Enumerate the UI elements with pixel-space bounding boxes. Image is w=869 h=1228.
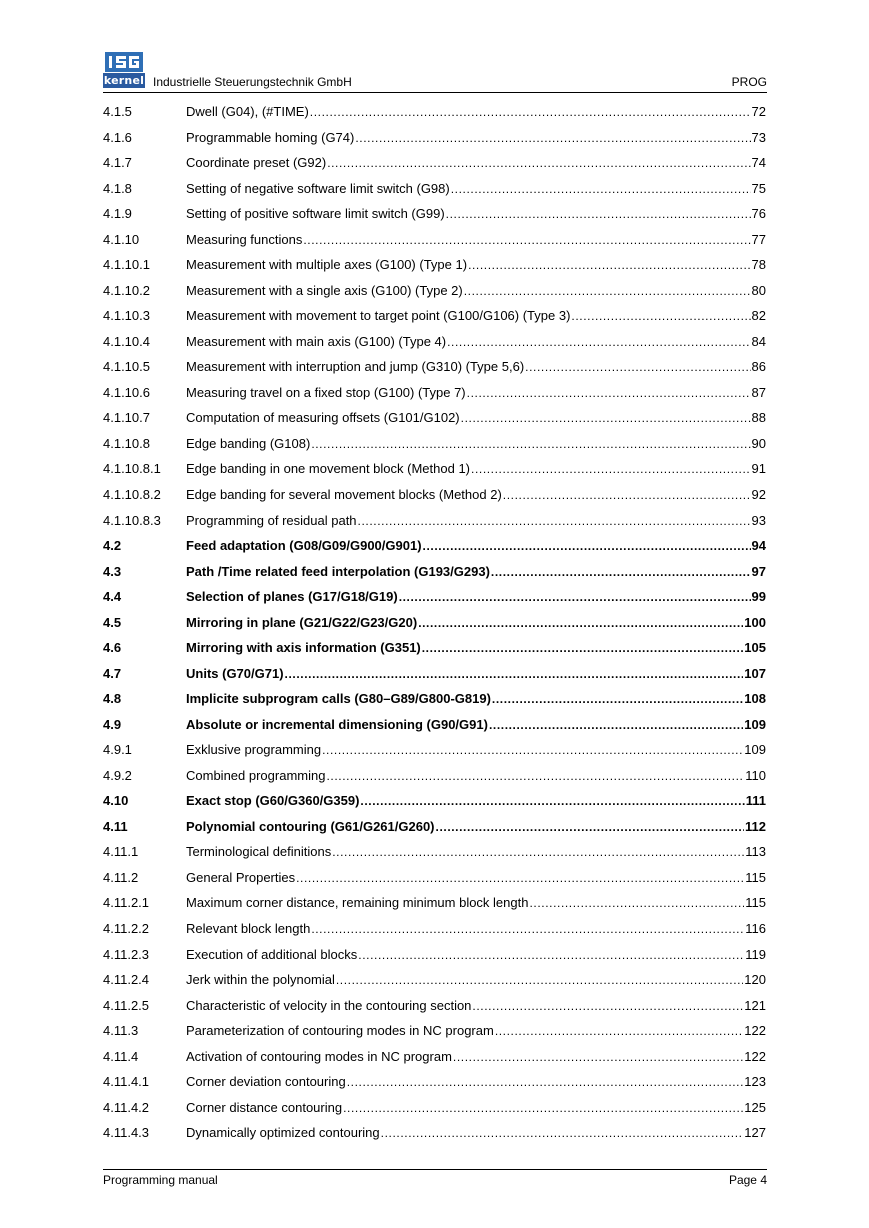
toc-dot-leader [418,616,743,630]
toc-entry-line [186,206,766,221]
toc-page-number: 80 [751,282,766,298]
toc-page-number: 88 [751,410,766,426]
toc-entry[interactable] [103,736,766,762]
toc-section-title: Dwell (G04), (#TIME) [186,104,309,119]
toc-dot-leader [311,437,750,451]
toc-page-number: 113 [745,844,766,860]
toc-section-title: Setting of negative software limit switch (G98) [186,180,450,196]
toc-section-title: Exact stop (G60/G360/G359) [186,793,360,809]
toc-section-number: 4.11.2.1 [103,895,150,911]
toc-section-number: 4.11.4.1 [103,1074,150,1090]
toc-dot-leader [332,845,744,859]
toc-dot-leader [310,105,751,119]
toc-page-number: 127 [744,1125,766,1141]
toc-section-number: 4.11.4.2 [103,1099,150,1115]
toc-section-number: 4.1.7 [103,155,132,171]
toc-dot-leader [489,718,743,732]
toc-dot-leader [322,743,743,757]
toc-entry[interactable] [103,787,766,813]
toc-dot-leader [491,565,751,579]
toc-entry-line [186,155,766,170]
toc-section-title: Characteristic of velocity in the contouring section [186,997,472,1013]
toc-section-title: Measurement with interruption and jump (G310) (Type 5,6) [186,359,525,375]
toc-section-title: General Properties [186,869,296,885]
toc-entry[interactable] [103,200,766,226]
toc-dot-leader [358,514,751,528]
toc-page-number: 107 [744,665,766,681]
toc-page-number: 87 [751,384,766,400]
toc-entry-line [186,819,766,834]
toc-section-title: Combined programming [186,767,326,783]
toc-dot-leader [472,999,743,1013]
toc-section-number: 4.1.10.5 [103,359,150,375]
isg-logo [103,52,145,88]
toc-section-title: Coordinate preset (G92) [186,155,327,171]
toc-section-number: 4.1.10.7 [103,410,150,426]
toc-dot-leader [492,692,743,706]
toc-section-number: 4.6 [103,640,122,656]
toc-entry[interactable] [103,711,766,737]
toc-section-number: 4.4 [103,589,122,605]
toc-entry-line [186,768,766,783]
toc-section-title: Selection of planes (G17/G18/G19) [186,589,398,605]
toc-dot-leader [326,769,744,783]
toc-entry[interactable] [103,353,766,379]
toc-section-number: 4.5 [103,614,122,630]
toc-page-number: 116 [745,921,766,936]
toc-section-number: 4.9 [103,716,122,732]
toc-entry-line [186,487,766,502]
toc-entry[interactable] [103,379,766,405]
toc-dot-leader [358,948,744,962]
toc-entry-line [186,589,766,604]
toc-dot-leader [422,641,744,655]
toc-entry[interactable] [103,1068,766,1094]
toc-entry[interactable] [103,149,766,175]
toc-entry[interactable] [103,481,766,507]
toc-section-number: 4.1.10.8.3 [103,512,161,528]
toc-entry-line [186,104,766,119]
toc-dot-leader [464,284,751,298]
toc-dot-leader [360,794,744,808]
page-footer [103,1169,767,1190]
toc-entry[interactable] [103,277,766,303]
toc-page-number: 121 [744,997,766,1013]
toc-entry-line [186,410,766,425]
toc-entry-line [186,436,766,451]
toc-entry[interactable] [103,762,766,788]
toc-entry[interactable] [103,251,766,277]
toc-dot-leader [303,233,750,247]
toc-entry-line [186,742,766,757]
toc-dot-leader [347,1075,744,1089]
page-header [103,50,767,93]
toc-entry-line [186,1074,766,1089]
toc-entry-line [186,232,766,247]
toc-section-number: 4.11.3 [103,1023,139,1039]
toc-entry[interactable] [103,838,766,864]
toc-section-title: Path /Time related feed interpolation (G193/G293) [186,563,490,579]
toc-entry-line [186,921,766,936]
toc-section-number: 4.1.10.1 [103,257,150,273]
toc-page-number: 99 [751,589,766,605]
toc-page-number: 78 [751,257,766,273]
toc-dot-leader [446,207,751,221]
toc-entry-line [186,181,766,196]
toc-entry[interactable] [103,813,766,839]
toc-section-title: Measurement with a single axis (G100) (Type 2) [186,282,463,298]
toc-section-title: Jerk within the polynomial [186,972,335,988]
toc-section-title: Edge banding (G108) [186,435,311,451]
toc-dot-leader [529,896,744,910]
toc-section-title: Measurement with multiple axes (G100) (Type 1) [186,257,468,273]
toc-entry-line [186,130,766,145]
toc-section-title: Mirroring in plane (G21/G22/G23/G20) [186,614,418,630]
toc-entry-line [186,666,766,681]
toc-section-number: 4.1.8 [103,180,132,196]
toc-section-title: Execution of additional blocks [186,946,358,962]
toc-entry-line [186,308,766,323]
toc-entry-line [186,1049,766,1064]
toc-page-number: 90 [751,435,766,451]
toc-section-title: Exklusive programming [186,742,322,758]
toc-section-number: 4.11.4 [103,1048,139,1064]
toc-section-title: Terminological definitions [186,844,332,860]
toc-page-number: 108 [744,691,766,707]
toc-section-number: 4.11.4.3 [103,1125,150,1141]
toc-entry-line [186,283,766,298]
toc-entry[interactable] [103,455,766,481]
toc-entry-line [186,972,766,987]
toc-section-title: Edge banding for several movement blocks (Method 2) [186,486,502,502]
toc-section-number: 4.10 [103,793,129,809]
toc-dot-leader [436,820,745,834]
toc-entry[interactable] [103,1017,766,1043]
toc-entry-line [186,844,766,859]
toc-entry[interactable] [103,889,766,915]
toc-entry-line [186,895,766,910]
toc-page-number: 93 [751,512,766,528]
toc-entry-line [186,870,766,885]
toc-page-number: 122 [744,1048,766,1064]
toc-section-number: 4.9.2 [103,767,132,783]
toc-dot-leader [503,488,751,502]
toc-dot-leader [461,411,751,425]
toc-entry[interactable] [103,1043,766,1069]
toc-entry[interactable] [103,685,766,711]
toc-section-number: 4.11.2 [103,869,139,885]
toc-section-number: 4.11.1 [103,844,139,860]
toc-section-title: Relevant block length [186,921,311,936]
manual-title: Programming manual [103,1173,218,1187]
toc-page-number: 74 [751,155,766,171]
toc-dot-leader [525,360,750,374]
logo-isg-glyph-icon [105,55,143,69]
toc-section-number: 4.1.6 [103,129,132,145]
toc-section-number: 4.9.1 [103,742,132,758]
toc-entry-line [186,1100,766,1115]
toc-entry-line [186,717,766,732]
toc-section-number: 4.11.2.3 [103,946,150,962]
toc-entry[interactable] [103,1094,766,1120]
toc-section-number: 4.7 [103,665,122,681]
toc-entry-line [186,691,766,706]
toc-page-number: 105 [744,640,766,656]
toc-entry[interactable] [103,124,766,150]
table-of-contents [103,98,766,1145]
toc-page-number: 77 [751,231,766,247]
toc-section-title: Feed adaptation (G08/G09/G900/G901) [186,538,422,554]
toc-entry[interactable] [103,992,766,1018]
toc-section-title: Absolute or incremental dimensioning (G90/G91) [186,716,488,732]
toc-section-title: Edge banding in one movement block (Method 1) [186,461,471,477]
toc-section-title: Polynomial contouring (G61/G261/G260) [186,818,435,834]
toc-entry-line [186,640,766,655]
toc-section-number: 4.2 [103,538,122,554]
toc-entry-line [186,947,766,962]
toc-page-number: 122 [744,1023,766,1039]
toc-dot-leader [571,309,750,323]
toc-entry[interactable] [103,404,766,430]
page-number: Page 4 [728,1173,767,1187]
toc-page-number: 115 [745,895,766,911]
toc-entry-line [186,564,766,579]
toc-dot-leader [336,973,743,987]
toc-section-title: Units (G70/G71) [186,665,284,681]
toc-section-title: Parameterization of contouring modes in NC program [186,1023,494,1039]
toc-section-number: 4.1.10.2 [103,282,150,298]
toc-page-number: 82 [751,308,766,324]
toc-page-number: 86 [751,359,766,375]
toc-page-number: 92 [751,486,766,502]
toc-section-number: 4.8 [103,691,122,707]
toc-entry[interactable] [103,864,766,890]
toc-entry[interactable] [103,98,766,124]
toc-dot-leader [451,182,751,196]
toc-page-number: 109 [744,742,766,758]
toc-dot-leader [471,462,751,476]
toc-dot-leader [311,922,744,936]
toc-page-number: 125 [744,1099,766,1115]
toc-dot-leader [453,1050,743,1064]
toc-entry[interactable] [103,302,766,328]
toc-section-title: Measuring travel on a fixed stop (G100) (Type 7) [186,384,466,400]
toc-section-title: Dynamically optimized contouring [186,1125,380,1141]
toc-entry-line [186,513,766,528]
toc-section-title: Measuring functions [186,231,303,247]
toc-entry-line [186,385,766,400]
toc-entry[interactable] [103,175,766,201]
toc-page-number: 120 [744,972,766,988]
toc-entry[interactable] [103,660,766,686]
toc-page-number: 112 [745,818,766,834]
toc-entry[interactable] [103,1119,766,1145]
toc-dot-leader [447,335,750,349]
toc-section-number: 4.1.10.3 [103,308,150,324]
toc-entry-line [186,538,766,553]
toc-entry-line [186,257,766,272]
toc-dot-leader [381,1126,744,1140]
toc-page-number: 109 [744,716,766,732]
toc-dot-leader [468,258,750,272]
toc-section-number: 4.11.2.2 [103,921,150,936]
toc-entry-line [186,461,766,476]
toc-entry[interactable] [103,609,766,635]
toc-section-number: 4.11.2.4 [103,972,150,988]
toc-page-number: 111 [745,793,766,809]
toc-entry-line [186,793,766,808]
toc-entry[interactable] [103,634,766,660]
toc-dot-leader [327,156,750,170]
toc-section-number: 4.1.10.8 [103,435,150,451]
toc-section-title: Programmable homing (G74) [186,129,355,145]
toc-page-number: 73 [751,129,766,145]
toc-entry[interactable] [103,532,766,558]
toc-entry[interactable] [103,430,766,456]
toc-page-number: 72 [751,104,766,119]
toc-entry[interactable] [103,558,766,584]
toc-section-title: Measurement with movement to target point (G100/G106) (Type 3) [186,308,571,324]
toc-dot-leader [467,386,751,400]
toc-page-number: 119 [745,946,766,962]
toc-section-title: Corner distance contouring [186,1099,343,1115]
toc-page-number: 97 [751,563,766,579]
toc-entry-line [186,359,766,374]
toc-section-number: 4.1.10.6 [103,384,150,400]
toc-section-number: 4.1.10.8.1 [103,461,161,477]
toc-section-title: Computation of measuring offsets (G101/G102) [186,410,460,426]
toc-entry[interactable] [103,966,766,992]
toc-dot-leader [285,667,744,681]
toc-section-number: 4.3 [103,563,122,579]
toc-entry[interactable] [103,507,766,533]
toc-entry-line [186,615,766,630]
toc-dot-leader [296,871,744,885]
toc-section-title: Measurement with main axis (G100) (Type 4) [186,333,447,349]
toc-section-number: 4.1.5 [103,104,132,119]
toc-entry-line [186,1023,766,1038]
toc-page-number: 84 [751,333,766,349]
toc-dot-leader [423,539,751,553]
toc-dot-leader [495,1024,743,1038]
toc-entry[interactable] [103,915,766,941]
toc-page-number: 100 [744,614,766,630]
toc-page-number: 110 [745,767,766,783]
toc-entry[interactable] [103,583,766,609]
toc-section-number: 4.1.10 [103,231,140,247]
toc-entry-line [186,334,766,349]
toc-section-title: Setting of positive software limit switch (G99) [186,206,445,222]
toc-entry-line [186,1125,766,1140]
toc-section-title: Activation of contouring modes in NC program [186,1048,452,1064]
toc-section-number: 4.11.2.5 [103,997,150,1013]
toc-entry[interactable] [103,328,766,354]
toc-section-title: Implicite subprogram calls (G80–G89/G800-G819) [186,691,491,707]
toc-section-title: Mirroring with axis information (G351) [186,640,421,656]
toc-section-number: 4.11 [103,818,128,834]
document-code: PROG [731,75,767,89]
toc-page-number: 76 [751,206,766,222]
toc-dot-leader [399,590,751,604]
toc-dot-leader [355,131,750,145]
toc-page-number: 115 [745,869,766,885]
toc-entry[interactable] [103,941,766,967]
toc-page-number: 91 [751,461,766,477]
toc-page-number: 123 [744,1074,766,1090]
toc-entry[interactable] [103,226,766,252]
toc-section-number: 4.1.10.4 [103,333,150,349]
toc-section-title: Programming of residual path [186,512,357,528]
toc-section-title: Corner deviation contouring [186,1074,346,1090]
toc-section-number: 4.1.9 [103,206,132,222]
toc-section-title: Maximum corner distance, remaining minimum block length [186,895,529,911]
company-name: Industrielle Steuerungstechnik GmbH [153,75,352,89]
logo-text: kernel [103,74,145,87]
toc-dot-leader [343,1101,743,1115]
toc-page-number: 75 [751,180,766,196]
toc-page-number: 94 [751,538,766,554]
toc-entry-line [186,998,766,1013]
toc-section-number: 4.1.10.8.2 [103,486,161,502]
